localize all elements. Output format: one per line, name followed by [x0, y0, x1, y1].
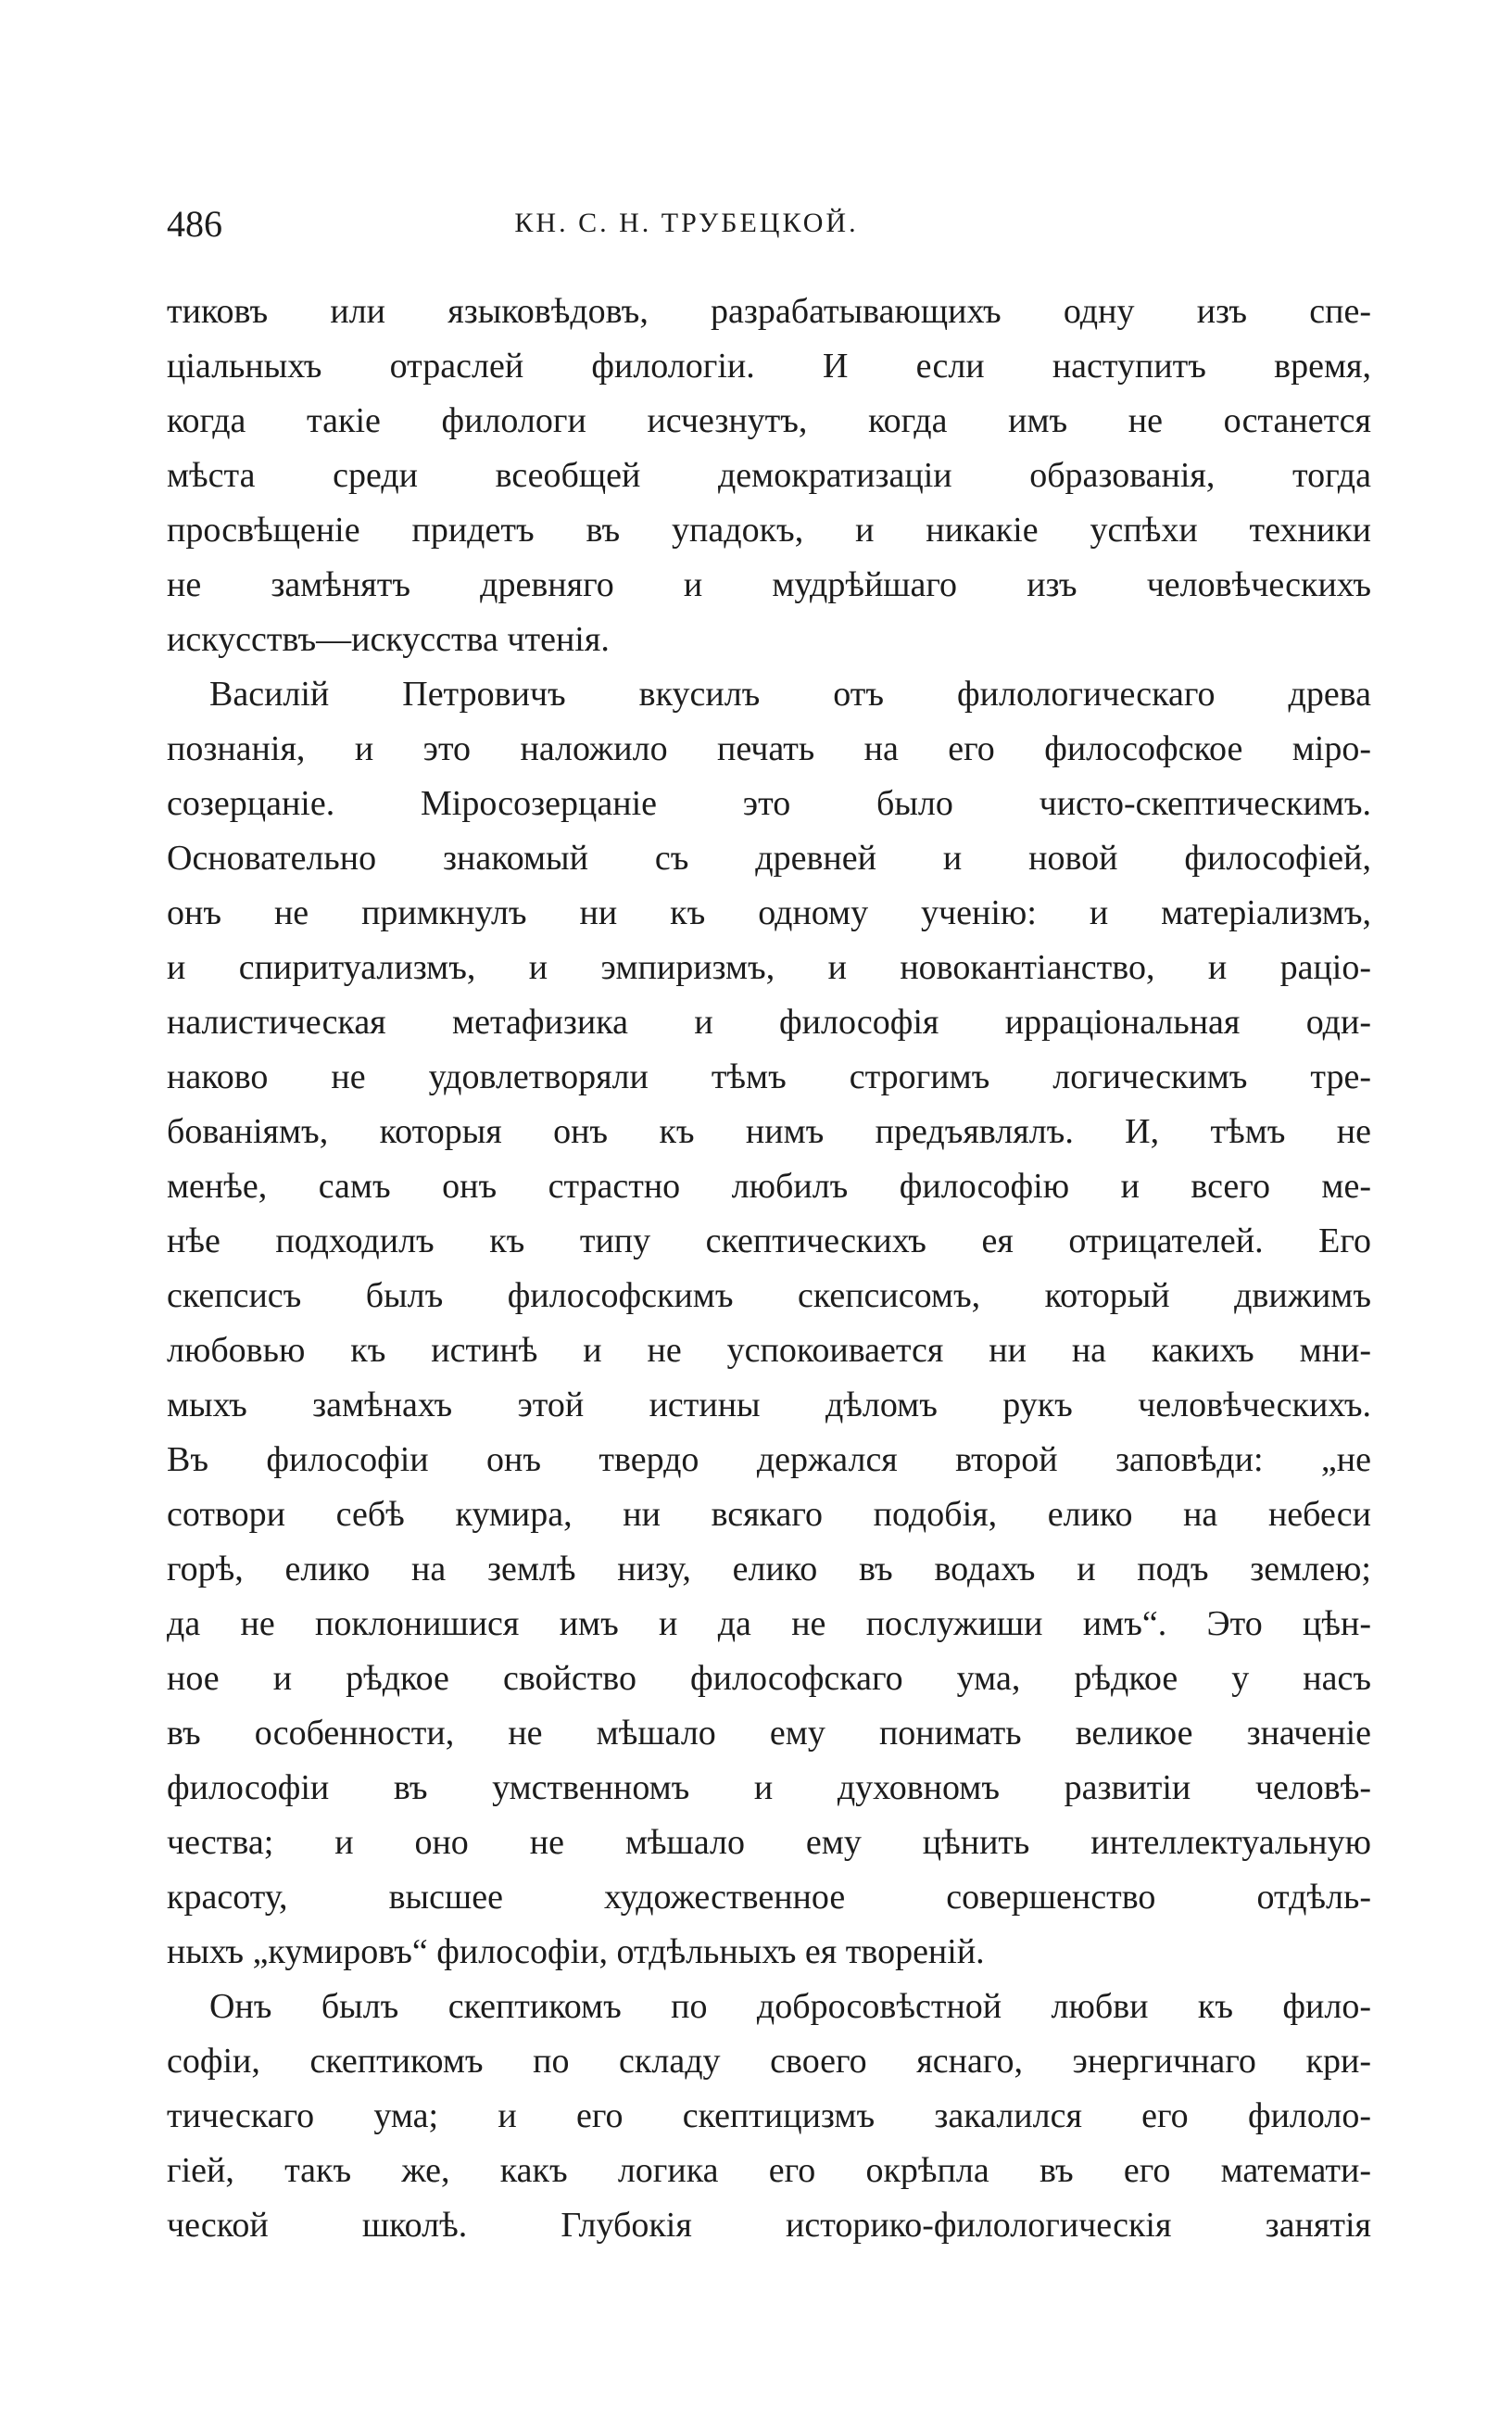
text-line: когда такіе филологи исчезнутъ, когда имъ не останется: [167, 401, 1371, 440]
text-line: познанія, и это наложило печать на его философское міро-: [167, 729, 1371, 768]
text-line: искусствъ—искусства чтенія.: [167, 620, 610, 659]
text-line: Василій Петровичъ вкусилъ отъ филологическаго древа: [209, 675, 1371, 714]
running-head-text: КН. С. Н. ТРУБЕЦКОЙ.: [514, 208, 859, 238]
text-line: сотвори себѣ кумира, ни всякаго подобія, елико на небеси: [167, 1495, 1371, 1534]
text-line: ческой школѣ. Глубокія историко-филологическія занятія: [167, 2206, 1371, 2245]
text-line: горѣ, елико на землѣ низу, елико въ водахъ и подъ землею;: [167, 1550, 1371, 1588]
text-line: просвѣщеніе придетъ въ упадокъ, и никакіе успѣхи техники: [167, 511, 1371, 550]
text-line: въ особенности, не мѣшало ему понимать великое значеніе: [167, 1714, 1371, 1753]
paragraph: [167, 1980, 1371, 2253]
text-line: созерцаніе. Міросозерцаніе это было чисто-скептическимъ.: [167, 784, 1371, 823]
text-line: Основательно знакомый съ древней и новой философіей,: [167, 839, 1371, 878]
text-line: мыхъ замѣнахъ этой истины дѣломъ рукъ человѣческихъ.: [167, 1386, 1371, 1424]
text-line: нѣе подходилъ къ типу скептическихъ ея отрицателей. Его: [167, 1221, 1371, 1260]
paragraph: [167, 285, 1371, 667]
text-line: софіи, скептикомъ по складу своего яснаго, энергичнаго кри-: [167, 2042, 1371, 2081]
text-line: и спиритуализмъ, и эмпиризмъ, и новокантіанство, и раціо-: [167, 948, 1371, 987]
text-line: тическаго ума; и его скептицизмъ закалился его филоло-: [167, 2096, 1371, 2135]
text-line: скепсисъ былъ философскимъ скепсисомъ, который движимъ: [167, 1276, 1371, 1315]
text-line: красоту, высшее художественное совершенство отдѣль-: [167, 1878, 1371, 1917]
text-line: чества; и оно не мѣшало ему цѣнить интеллектуальную: [167, 1823, 1371, 1862]
page-number: 486: [167, 203, 222, 245]
text-line: налистическая метафизика и философія ирраціональная оди-: [167, 1003, 1371, 1042]
text-line: менѣе, самъ онъ страстно любилъ философію и всего ме-: [167, 1167, 1371, 1206]
text-line: тиковъ или языковѣдовъ, разрабатывающихъ одну изъ спе-: [167, 292, 1371, 331]
text-line: мѣста среди всеобщей демократизаціи образованія, тогда: [167, 456, 1371, 495]
text-line: философіи въ умственномъ и духовномъ развитіи человѣ-: [167, 1768, 1371, 1807]
text-line: бованіямъ, которыя онъ къ нимъ предъявлялъ. И, тѣмъ не: [167, 1112, 1371, 1151]
body-text: [167, 285, 1371, 2253]
paragraph: [167, 667, 1371, 1980]
text-line: ныхъ „кумировъ“ философіи, отдѣльныхъ ея твореній.: [167, 1932, 985, 1971]
text-line: любовью къ истинѣ и не успокоивается ни на какихъ мни-: [167, 1331, 1371, 1370]
text-line: гіей, такъ же, какъ логика его окрѣпла въ его математи-: [167, 2151, 1371, 2190]
text-line: наково не удовлетворяли тѣмъ строгимъ логическимъ тре-: [167, 1057, 1371, 1096]
running-head: [0, 208, 1512, 239]
text-line: да не поклонишися имъ и да не послужиши имъ“. Это цѣн-: [167, 1604, 1371, 1643]
text-line: не замѣнятъ древняго и мудрѣйшаго изъ человѣческихъ: [167, 565, 1371, 604]
text-line: ное и рѣдкое свойство философскаго ума, рѣдкое у насъ: [167, 1659, 1371, 1698]
text-line: ціальныхъ отраслей филологіи. И если наступитъ время,: [167, 347, 1371, 386]
text-line: онъ не примкнулъ ни къ одному ученію: и матеріализмъ,: [167, 893, 1371, 932]
text-line: Онъ былъ скептикомъ по добросовѣстной любви къ фило-: [209, 1987, 1371, 2026]
text-line: Въ философіи онъ твердо держался второй заповѣди: „не: [167, 1440, 1371, 1479]
